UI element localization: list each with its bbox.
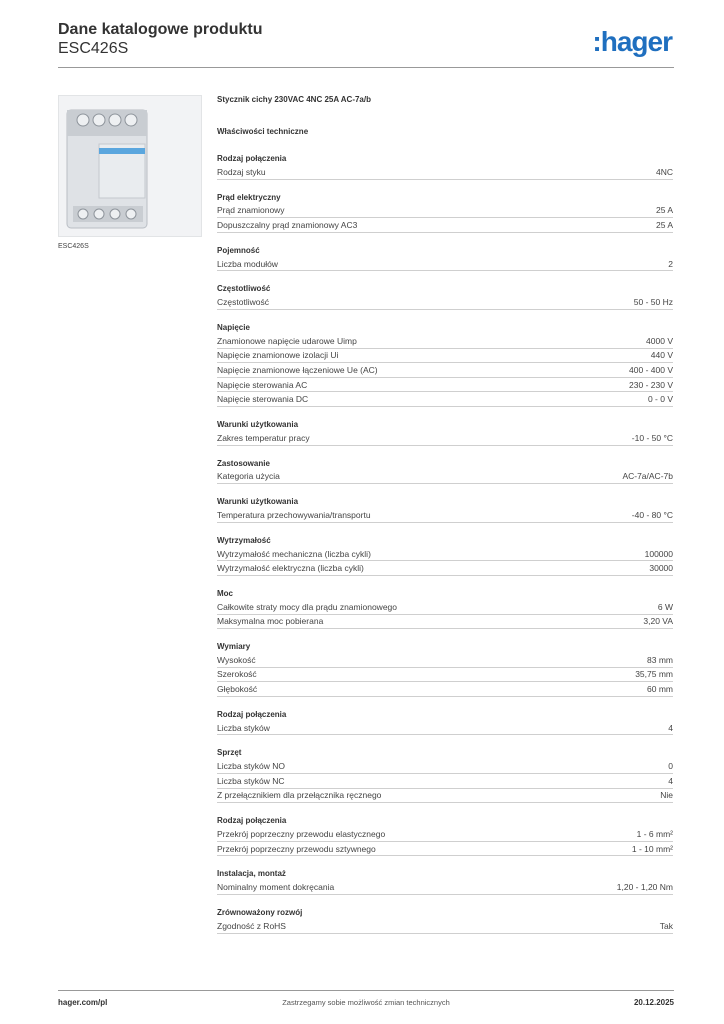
spec-value: 50 - 50 Hz xyxy=(633,297,673,308)
spec-label: Liczba modułów xyxy=(217,258,278,269)
section-title: Zrównoważony rozwój xyxy=(217,908,303,918)
spec-value: Nie xyxy=(660,790,673,801)
product-image xyxy=(58,95,202,237)
spec-value: 1 - 6 mm² xyxy=(636,829,673,840)
section-title: Wytrzymałość xyxy=(217,535,271,545)
spec-value: 30000 xyxy=(649,563,673,574)
image-caption: ESC426S xyxy=(58,243,89,250)
spec-value: 4 xyxy=(668,722,673,733)
spec-row xyxy=(217,378,673,393)
footer-divider xyxy=(58,990,674,991)
section-title: Moc xyxy=(217,588,233,598)
spec-row xyxy=(217,827,673,842)
spec-value: 6 W xyxy=(657,601,673,612)
spec-section xyxy=(217,419,673,446)
spec-row xyxy=(217,204,673,219)
spec-section xyxy=(217,153,673,180)
spec-row xyxy=(217,431,673,446)
spec-label: Znamionowe napięcie udarowe Uimp xyxy=(217,335,357,346)
spec-value: 60 mm xyxy=(647,684,673,695)
spec-label: Prąd znamionowy xyxy=(217,205,285,216)
spec-section xyxy=(217,535,673,576)
spec-label: Rodzaj styku xyxy=(217,166,266,177)
spec-label: Częstotliwość xyxy=(217,297,269,308)
spec-section xyxy=(217,192,673,233)
spec-row xyxy=(217,470,673,485)
spec-label: Kategoria użycia xyxy=(217,471,280,482)
spec-label: Wysokość xyxy=(217,654,256,665)
spec-value: 25 A xyxy=(655,205,673,216)
spec-label: Liczba styków NO xyxy=(217,761,286,772)
spec-row xyxy=(217,561,673,576)
spec-value: 0 xyxy=(668,761,673,772)
section-title: Rodzaj połączenia xyxy=(217,154,287,163)
footer-website-link[interactable]: hager.com/pl xyxy=(58,998,108,1007)
spec-value: -40 - 80 °C xyxy=(631,509,673,520)
spec-row xyxy=(217,600,673,615)
spec-section xyxy=(217,588,673,629)
spec-row xyxy=(217,295,673,310)
footer-date: 20.12.2025 xyxy=(633,998,674,1007)
spec-value: 1,20 - 1,20 Nm xyxy=(616,882,673,893)
section-title: Wymiary xyxy=(217,642,251,652)
spec-sections xyxy=(217,153,673,934)
spec-row xyxy=(217,615,673,630)
section-title: Rodzaj połączenia xyxy=(217,709,287,719)
section-title: Sprzęt xyxy=(217,748,242,758)
section-title: Zastosowanie xyxy=(217,458,270,468)
page-title: Dane katalogowe produktu xyxy=(58,21,263,38)
spec-label: Z przełącznikiem dla przełącznika ręcznego xyxy=(217,790,382,801)
spec-row xyxy=(217,682,673,697)
spec-value: 2 xyxy=(668,258,673,269)
spec-label: Głębokość xyxy=(217,684,258,695)
spec-label: Napięcie znamionowe łączeniowe Ue (AC) xyxy=(217,364,378,375)
spec-row xyxy=(217,363,673,378)
spec-value: 35,75 mm xyxy=(635,669,673,680)
spec-row xyxy=(217,721,673,736)
spec-section xyxy=(217,245,673,272)
footer-disclaimer: Zastrzegamy sobie możliwość zmian technicznych xyxy=(282,998,450,1007)
spec-label: Nominalny moment dokręcania xyxy=(217,882,335,893)
spec-row xyxy=(217,919,673,934)
spec-label: Szerokość xyxy=(217,669,257,680)
section-title: Instalacja, montaż xyxy=(217,869,286,879)
section-title: Warunki użytkowania xyxy=(217,419,299,429)
spec-row xyxy=(217,842,673,857)
spec-value: Tak xyxy=(659,920,673,931)
spec-section xyxy=(217,641,673,697)
spec-label: Całkowite straty mocy dla prądu znamionowego xyxy=(217,601,398,612)
spec-row xyxy=(217,165,673,180)
spec-row xyxy=(217,218,673,233)
spec-content xyxy=(217,95,673,934)
spec-row xyxy=(217,508,673,523)
section-title: Warunki użytkowania xyxy=(217,497,299,507)
spec-section xyxy=(217,458,673,485)
technical-properties-heading: Właściwości techniczne xyxy=(217,127,309,136)
spec-label: Przekrój poprzeczny przewodu sztywnego xyxy=(217,843,376,854)
spec-row xyxy=(217,668,673,683)
section-title: Rodzaj połączenia xyxy=(217,816,287,826)
spec-value: 230 - 230 V xyxy=(629,379,673,390)
spec-section xyxy=(217,322,673,407)
spec-value: 4 xyxy=(668,775,673,786)
spec-label: Zakres temperatur pracy xyxy=(217,432,310,443)
spec-row xyxy=(217,392,673,407)
spec-value: 4000 V xyxy=(646,335,673,346)
spec-section xyxy=(217,747,673,803)
header-divider xyxy=(58,67,674,68)
spec-label: Przekrój poprzeczny przewodu elastycznego xyxy=(217,829,386,840)
spec-label: Napięcie sterowania DC xyxy=(217,394,309,405)
spec-label: Liczba styków NC xyxy=(217,775,285,786)
spec-section xyxy=(217,709,673,736)
product-code: ESC426S xyxy=(58,40,129,57)
section-title: Pojemność xyxy=(217,245,260,255)
section-title: Częstotliwość xyxy=(217,284,271,294)
spec-row xyxy=(217,880,673,895)
spec-section xyxy=(217,907,673,934)
spec-label: Wytrzymałość mechaniczna (liczba cykli) xyxy=(217,548,371,559)
spec-section xyxy=(217,868,673,895)
contactor-illustration xyxy=(59,96,201,236)
spec-section xyxy=(217,496,673,523)
spec-row xyxy=(217,334,673,349)
section-title: Prąd elektryczny xyxy=(217,192,281,202)
hager-logo: :hager xyxy=(592,26,672,57)
spec-label: Maksymalna moc pobierana xyxy=(217,616,324,627)
spec-value: 25 A xyxy=(655,219,673,230)
spec-label: Temperatura przechowywania/transportu xyxy=(217,509,371,520)
spec-value: 100000 xyxy=(644,548,673,559)
spec-label: Dopuszczalny prąd znamionowy AC3 xyxy=(217,219,358,230)
spec-section xyxy=(217,815,673,856)
spec-value: 1 - 10 mm² xyxy=(631,843,673,854)
spec-row xyxy=(217,759,673,774)
page-header xyxy=(58,20,674,70)
spec-label: Zgodność z RoHS xyxy=(217,920,286,931)
section-title: Napięcie xyxy=(217,322,250,332)
spec-row xyxy=(217,257,673,272)
spec-label: Napięcie znamionowe izolacji Ui xyxy=(217,350,339,361)
spec-row xyxy=(217,653,673,668)
spec-row xyxy=(217,774,673,789)
spec-value: 4NC xyxy=(655,166,673,177)
spec-row xyxy=(217,789,673,804)
spec-value: 3,20 VA xyxy=(643,616,673,627)
spec-label: Liczba styków xyxy=(217,722,270,733)
spec-label: Wytrzymałość elektryczna (liczba cykli) xyxy=(217,563,364,574)
spec-value: 0 - 0 V xyxy=(647,394,673,405)
spec-section xyxy=(217,283,673,310)
spec-value: -10 - 50 °C xyxy=(631,432,673,443)
spec-row xyxy=(217,349,673,364)
spec-row xyxy=(217,547,673,562)
spec-value: 400 - 400 V xyxy=(629,364,673,375)
spec-value: AC-7a/AC-7b xyxy=(622,471,673,482)
product-description: Stycznik cichy 230VAC 4NC 25A AC-7a/b xyxy=(217,95,371,104)
spec-label: Napięcie sterowania AC xyxy=(217,379,308,390)
spec-value: 83 mm xyxy=(647,654,673,665)
spec-value: 440 V xyxy=(650,350,673,361)
